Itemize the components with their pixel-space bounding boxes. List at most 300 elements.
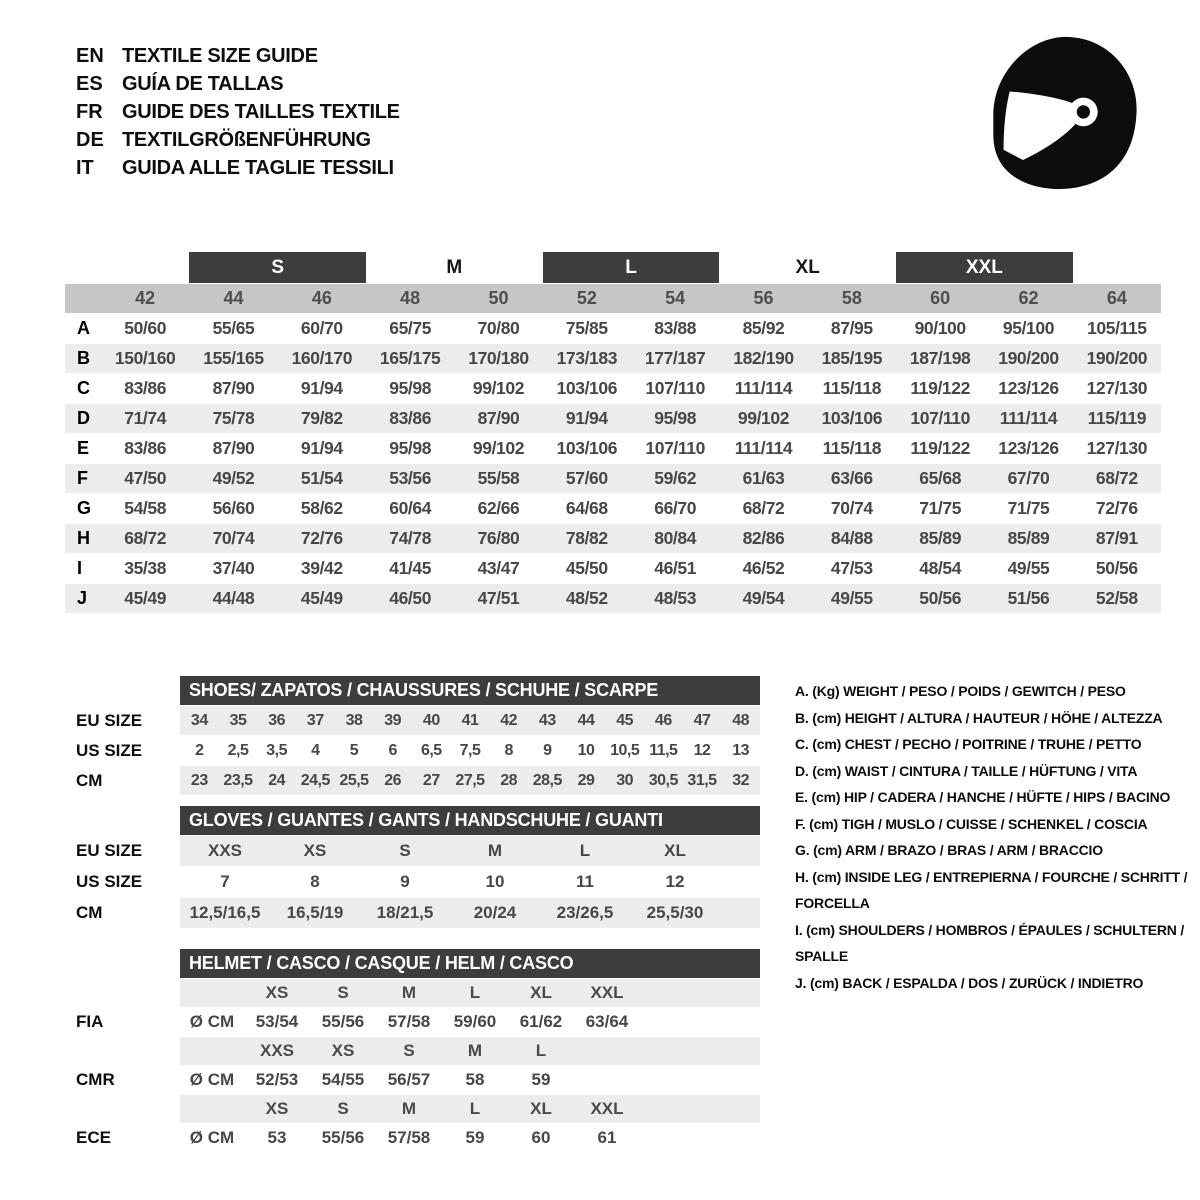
size-band-row <box>65 252 1161 283</box>
legend-item: I. (cm) SHOULDERS / HOMBROS / ÉPAULES / SCHULTERN / SPALLE <box>795 921 1185 964</box>
main-size-table <box>65 252 1161 613</box>
gloves-us-cell: 11 <box>576 872 594 891</box>
helmet-value-cell: 55/56 <box>321 1128 365 1147</box>
measurement-cell: 44/48 <box>212 588 255 608</box>
shoes-table-title: SHOES/ ZAPATOS / CHAUSSURES / SCHUHE / SCARPE <box>180 676 760 705</box>
helmet-value-cell: 54/55 <box>321 1070 365 1089</box>
measurement-cell: 111/114 <box>734 438 793 458</box>
gloves-us-cell: 10 <box>485 872 505 891</box>
shoes-cm-cell: 28 <box>500 771 518 789</box>
measurement-cell: 75/85 <box>565 318 608 338</box>
gloves-cm-cell: 25,5/30 <box>646 903 704 922</box>
helmet-size-cell: XS <box>265 1099 289 1118</box>
measurement-row-letter: F <box>77 468 88 488</box>
measurement-cell: 45/49 <box>300 588 343 608</box>
gloves-eu-cell: M <box>487 841 503 860</box>
measurement-cell: 76/80 <box>477 528 520 548</box>
measurement-row-letter: I <box>77 558 83 578</box>
helmet-value-cell: 53/54 <box>255 1012 299 1031</box>
shoes-cm-row <box>76 766 760 795</box>
legend-item: G. (cm) ARM / BRAZO / BRAS / ARM / BRACCIO <box>795 842 1103 858</box>
helmet-size-cell: S <box>337 983 349 1002</box>
measurement-cell: 46/50 <box>389 588 432 608</box>
measurement-cell: 103/106 <box>556 378 618 398</box>
shoes-eu-cell: 44 <box>577 711 595 729</box>
measurement-cell: 160/170 <box>291 348 353 368</box>
diameter-cm-cell: Ø CM <box>189 1070 235 1089</box>
numeric-size-cell: 46 <box>311 288 332 308</box>
measurement-cell: 83/86 <box>389 408 432 428</box>
measurement-cell: 103/106 <box>556 438 618 458</box>
measurement-cell: 190/200 <box>1086 348 1148 368</box>
measurement-row-letter: J <box>77 588 88 608</box>
measurement-cell: 65/68 <box>919 468 962 488</box>
numeric-size-cell: 56 <box>753 288 774 308</box>
helmet-value-cell: 57/58 <box>387 1128 431 1147</box>
size-band-s: S <box>189 252 366 283</box>
helmet-size-cell: L <box>469 1099 481 1118</box>
measurement-cell: 70/74 <box>830 498 873 518</box>
measurement-cell: 119/122 <box>910 378 970 398</box>
measurement-cell: 71/74 <box>124 408 167 428</box>
legend-item: H. (cm) INSIDE LEG / ENTREPIERNA / FOURCHE / SCHRITT / FORCELLA <box>795 868 1188 911</box>
shoes-us-label: US SIZE <box>76 740 143 760</box>
measurement-cell: 47/53 <box>830 558 873 578</box>
helmet-value-cell: 52/53 <box>255 1070 299 1089</box>
measurement-cell: 107/110 <box>645 438 705 458</box>
legend-item: D. (cm) WAIST / CINTURA / TAILLE / HÜFTUNG / VITA <box>795 762 1138 779</box>
measurement-cell: 35/38 <box>124 558 167 578</box>
measurement-cell: 85/89 <box>1007 528 1050 548</box>
gloves-cm-cell: 12,5/16,5 <box>189 903 261 922</box>
measurement-cell: 99/102 <box>472 438 525 458</box>
legend-item: F. (cm) TIGH / MUSLO / CUISSE / SCHENKEL / COSCIA <box>795 815 1148 832</box>
language-code: ES <box>76 72 103 95</box>
language-title: GUIDE DES TAILLES TEXTILE <box>122 100 400 123</box>
measurement-cell: 46/51 <box>654 558 697 578</box>
measurement-cell: 111/114 <box>734 378 793 398</box>
numeric-size-header-row <box>65 284 1161 313</box>
helmet-value-cell: 53 <box>267 1128 287 1147</box>
measurement-cell: 78/82 <box>565 528 608 548</box>
measurement-cell: 75/78 <box>212 408 255 428</box>
standard-label-fia: FIA <box>76 1012 104 1031</box>
measurement-cell: 187/198 <box>909 348 971 368</box>
shoes-us-cell: 6 <box>388 741 397 759</box>
shoes-cm-cell: 24,5 <box>300 771 330 789</box>
shoes-eu-band <box>180 706 760 735</box>
measurement-cell: 50/56 <box>919 588 962 608</box>
gloves-us-cell: 9 <box>400 872 410 891</box>
size-band-xl: XL <box>795 256 820 278</box>
measurement-cell: 51/54 <box>300 468 343 488</box>
shoes-us-row <box>76 736 760 765</box>
measurement-cell: 53/56 <box>389 468 432 488</box>
gloves-eu-row <box>76 836 760 866</box>
standard-label-empty <box>76 1037 180 1065</box>
shoes-eu-cell: 46 <box>654 711 672 729</box>
measurement-cell: 123/126 <box>998 438 1059 458</box>
shoes-eu-cell: 40 <box>422 711 440 729</box>
measurement-row <box>65 494 1161 523</box>
language-title-row <box>76 42 400 70</box>
helmet-cmr-sizes-band <box>180 1037 760 1065</box>
measurement-row-letter: C <box>77 378 90 398</box>
helmet-value-cell: 63/64 <box>585 1012 629 1031</box>
language-title: GUIDA ALLE TAGLIE TESSILI <box>122 156 394 179</box>
shoes-eu-cell: 41 <box>461 711 479 729</box>
measurement-cell: 70/80 <box>477 318 520 338</box>
language-title-row <box>76 154 400 182</box>
measurement-cell: 71/75 <box>919 498 962 518</box>
size-band-m: M <box>446 256 463 278</box>
shoes-cm-cell: 24 <box>268 771 286 789</box>
shoes-eu-cell: 42 <box>500 711 518 729</box>
helmet-value-cell: 56/57 <box>387 1070 431 1089</box>
legend-item: J. (cm) BACK / ESPALDA / DOS / ZURÜCK / INDIETRO <box>795 974 1144 991</box>
language-title-list <box>76 42 400 182</box>
language-title-row <box>76 126 400 154</box>
racing-helmet-icon <box>980 28 1154 202</box>
language-code: IT <box>76 156 94 179</box>
measurement-row <box>65 554 1161 583</box>
gloves-table <box>76 806 760 928</box>
gloves-us-cell: 12 <box>665 872 685 891</box>
measurement-cell: 95/98 <box>389 378 432 398</box>
legend-item: C. (cm) CHEST / PECHO / POITRINE / TRUHE / PETTO <box>795 736 1142 752</box>
shoes-eu-cell: 38 <box>345 711 363 729</box>
helmet-value-cell: 58 <box>465 1070 485 1089</box>
shoes-cm-cell: 27,5 <box>455 771 485 789</box>
measurement-cell: 90/100 <box>914 318 966 338</box>
helmet-size-cell: S <box>403 1041 415 1060</box>
measurement-cell: 127/130 <box>1086 438 1148 458</box>
measurement-cell: 55/65 <box>212 318 255 338</box>
measurement-row <box>65 464 1161 493</box>
measurement-cell: 165/175 <box>379 348 441 368</box>
helmet-ece-values-row <box>76 1124 760 1152</box>
measurement-row <box>65 404 1161 433</box>
gloves-us-label: US SIZE <box>76 872 143 891</box>
numeric-size-cell: 42 <box>135 288 156 308</box>
helmet-value-cell: 60 <box>531 1128 551 1147</box>
measurement-cell: 150/160 <box>114 348 176 368</box>
helmet-value-cell: 59 <box>531 1070 551 1089</box>
shoes-us-cell: 2 <box>195 741 204 759</box>
language-title-row <box>76 70 400 98</box>
shoes-us-cell: 4 <box>311 741 320 759</box>
shoes-us-cell: 2,5 <box>227 741 249 759</box>
helmet-fia-sizes-row <box>76 979 760 1007</box>
measurement-cell: 115/118 <box>822 378 882 398</box>
helmet-size-cell: M <box>467 1041 483 1060</box>
measurement-cell: 85/92 <box>742 318 785 338</box>
measurement-cell: 103/106 <box>821 408 883 428</box>
measurement-cell: 85/89 <box>919 528 962 548</box>
gloves-cm-cell: 16,5/19 <box>286 903 344 922</box>
shoes-eu-label: EU SIZE <box>76 710 143 730</box>
size-band-xxl: XXL <box>896 252 1073 283</box>
helmet-size-cell: S <box>337 1099 349 1118</box>
numeric-size-cell: 48 <box>400 288 421 308</box>
measurement-cell: 173/183 <box>556 348 618 368</box>
diameter-cm-cell: Ø CM <box>189 1128 235 1147</box>
helmet-size-cell: L <box>469 983 481 1002</box>
measurement-cell: 47/51 <box>477 588 520 608</box>
measurement-cell: 95/98 <box>389 438 432 458</box>
measurement-cell: 99/102 <box>472 378 525 398</box>
gloves-us-cell: 7 <box>220 872 230 891</box>
shoes-cm-cell: 30 <box>616 771 634 789</box>
shoes-cm-cell: 26 <box>384 771 402 789</box>
helmet-ece-sizes-row <box>76 1095 760 1123</box>
measurement-row-letter: G <box>77 498 92 518</box>
measurement-cell: 107/110 <box>910 408 970 428</box>
measurement-cell: 43/47 <box>477 558 520 578</box>
measurement-cell: 83/86 <box>124 378 167 398</box>
legend-item: A. (Kg) WEIGHT / PESO / POIDS / GEWITCH / PESO <box>795 683 1126 699</box>
measurement-row-letter: A <box>77 318 90 338</box>
measurement-cell: 49/55 <box>830 588 873 608</box>
standard-label-ece: ECE <box>76 1128 111 1147</box>
shoes-cm-cell: 27 <box>422 771 440 789</box>
measurement-cell: 190/200 <box>998 348 1059 368</box>
helmet-value-cell: 59/60 <box>453 1012 497 1031</box>
language-title: GUÍA DE TALLAS <box>122 72 284 95</box>
numeric-size-cell: 54 <box>665 288 686 308</box>
shoes-us-cell: 10,5 <box>610 741 640 759</box>
measurement-cell: 155/165 <box>203 348 264 368</box>
measurement-cell: 70/74 <box>212 528 255 548</box>
measurement-cell: 67/70 <box>1007 468 1050 488</box>
measurement-cell: 64/68 <box>565 498 608 518</box>
legend-item: B. (cm) HEIGHT / ALTURA / HAUTEUR / HÖHE / ALTEZZA <box>795 709 1163 726</box>
measurement-cell: 87/91 <box>1095 528 1138 548</box>
language-title: TEXTILGRÖßENFÜHRUNG <box>122 128 371 151</box>
measurement-cell: 72/76 <box>300 528 343 548</box>
measurement-cell: 61/63 <box>742 468 785 488</box>
measurement-cell: 95/98 <box>654 408 697 428</box>
measurement-cell: 87/90 <box>477 408 520 428</box>
unit-cell-empty <box>180 1037 244 1065</box>
measurement-cell: 48/54 <box>919 558 962 578</box>
numeric-size-cell: 60 <box>930 288 951 308</box>
measurement-rows <box>65 314 1161 613</box>
shoes-table <box>76 676 760 795</box>
measurement-cell: 48/53 <box>654 588 697 608</box>
measurement-cell: 51/56 <box>1007 588 1050 608</box>
helmet-fia-values-row <box>76 1008 760 1036</box>
shoes-eu-cell: 47 <box>693 711 711 729</box>
helmet-size-cell: XXL <box>590 1099 624 1118</box>
shoes-us-cell: 11,5 <box>649 741 678 759</box>
numeric-size-cell: 64 <box>1106 288 1127 308</box>
measurement-cell: 52/58 <box>1095 588 1138 608</box>
shoes-eu-cell: 48 <box>732 711 750 729</box>
size-band-l: L <box>543 252 720 283</box>
measurement-row <box>65 344 1161 373</box>
shoes-cm-cell: 29 <box>577 771 595 789</box>
gloves-cm-cell: 18/21,5 <box>376 903 434 922</box>
measurement-row-letter: D <box>77 408 90 428</box>
shoes-eu-cell: 36 <box>268 711 286 729</box>
gloves-cm-cell: 20/24 <box>473 903 517 922</box>
numeric-size-cell: 50 <box>488 288 509 308</box>
language-code: DE <box>76 128 104 151</box>
language-code: FR <box>76 100 103 123</box>
shoes-eu-cell: 35 <box>229 711 247 729</box>
measurement-row <box>65 434 1161 463</box>
shoes-cm-cell: 28,5 <box>532 771 562 789</box>
measurement-cell: 91/94 <box>565 408 608 428</box>
helmet-size-cell: M <box>401 1099 417 1118</box>
shoes-cm-cell: 25,5 <box>339 771 369 789</box>
gloves-eu-label: EU SIZE <box>76 841 143 860</box>
unit-cell-empty <box>180 979 244 1007</box>
shoes-eu-cell: 34 <box>190 711 208 729</box>
language-code: EN <box>76 44 104 67</box>
measurement-cell: 71/75 <box>1007 498 1050 518</box>
measurement-cell: 127/130 <box>1086 378 1148 398</box>
measurement-cell: 72/76 <box>1095 498 1138 518</box>
helmet-fia-values-band <box>180 1008 760 1036</box>
measurement-cell: 91/94 <box>300 378 343 398</box>
shoes-us-cell: 7,5 <box>459 741 481 759</box>
measurement-cell: 83/86 <box>124 438 167 458</box>
measurement-cell: 46/52 <box>742 558 785 578</box>
measurement-cell: 82/86 <box>742 528 785 548</box>
shoes-us-cell: 13 <box>732 741 750 759</box>
shoes-us-cell: 5 <box>349 741 359 759</box>
measurement-cell: 80/84 <box>654 528 697 548</box>
helmet-size-cell: XL <box>530 1099 552 1118</box>
measurement-cell: 54/58 <box>124 498 167 518</box>
measurement-cell: 56/60 <box>212 498 255 518</box>
measurement-cell: 99/102 <box>737 408 790 428</box>
shoes-eu-cell: 39 <box>384 711 402 729</box>
measurement-cell: 55/58 <box>477 468 520 488</box>
gloves-eu-cell: L <box>579 841 591 860</box>
legend-item: E. (cm) HIP / CADERA / HANCHE / HÜFTE / HIPS / BACINO <box>795 789 1171 805</box>
helmet-size-cell: M <box>401 983 417 1002</box>
measurement-cell: 182/190 <box>733 348 794 368</box>
numeric-size-cell: 62 <box>1018 288 1039 308</box>
measurement-legend <box>795 678 1200 996</box>
measurement-row <box>65 374 1161 403</box>
gloves-us-band <box>180 867 760 897</box>
shoes-eu-cell: 45 <box>616 711 634 729</box>
shoes-us-cell: 12 <box>693 741 711 759</box>
shoes-us-cell: 9 <box>543 741 552 759</box>
measurement-cell: 63/66 <box>830 468 873 488</box>
measurement-cell: 58/62 <box>300 498 343 518</box>
shoes-eu-cell: 37 <box>306 711 324 729</box>
measurement-cell: 68/72 <box>1095 468 1138 488</box>
gloves-us-row <box>76 867 760 897</box>
gloves-table-title: GLOVES / GUANTES / GANTS / HANDSCHUHE / GUANTI <box>180 806 760 835</box>
shoes-cm-cell: 30,5 <box>648 771 678 789</box>
corner-cell <box>65 284 101 313</box>
measurement-cell: 111/114 <box>999 408 1058 428</box>
shoes-us-band <box>180 736 760 765</box>
standard-label-empty <box>76 1095 180 1123</box>
shoes-us-cell: 8 <box>504 741 513 759</box>
measurement-cell: 50/56 <box>1095 558 1138 578</box>
helmet-size-cell: XXS <box>259 1041 295 1060</box>
helmet-value-cell: 61/62 <box>519 1012 563 1031</box>
shoes-eu-cell: 43 <box>538 711 556 729</box>
measurement-cell: 45/49 <box>124 588 167 608</box>
measurement-cell: 37/40 <box>212 558 255 578</box>
measurement-cell: 87/90 <box>212 438 255 458</box>
gloves-eu-band <box>180 836 760 866</box>
language-title-row <box>76 98 400 126</box>
measurement-cell: 49/52 <box>212 468 255 488</box>
helmet-cmr-values-band <box>180 1066 760 1094</box>
measurement-cell: 68/72 <box>742 498 785 518</box>
measurement-cell: 41/45 <box>389 558 432 578</box>
measurement-cell: 177/187 <box>644 348 706 368</box>
helmet-ece-values-band <box>180 1124 760 1152</box>
helmet-size-cell: L <box>535 1041 547 1060</box>
gloves-cm-cell: 23/26,5 <box>556 903 614 922</box>
helmet-value-cell: 55/56 <box>321 1012 365 1031</box>
helmet-size-cell: XS <box>331 1041 355 1060</box>
measurement-row <box>65 524 1161 553</box>
measurement-cell: 119/122 <box>910 438 970 458</box>
numeric-size-cell: 58 <box>841 288 862 308</box>
accessory-tables <box>76 676 760 1152</box>
measurement-cell: 62/66 <box>477 498 520 518</box>
helmet-size-cell: XL <box>530 983 552 1002</box>
measurement-cell: 74/78 <box>389 528 432 548</box>
helmet-table <box>76 949 760 1152</box>
measurement-cell: 105/115 <box>1087 318 1147 338</box>
measurement-row-letter: H <box>77 528 90 548</box>
measurement-cell: 39/42 <box>300 558 343 578</box>
measurement-cell: 185/195 <box>821 348 883 368</box>
shoes-cm-cell: 23,5 <box>223 771 253 789</box>
measurement-cell: 107/110 <box>645 378 705 398</box>
measurement-cell: 49/55 <box>1007 558 1050 578</box>
measurement-cell: 66/70 <box>654 498 697 518</box>
shoes-cm-cell: 23 <box>190 771 208 789</box>
measurement-row-letter: B <box>77 348 90 368</box>
helmet-cmr-sizes-row <box>76 1037 760 1065</box>
gloves-eu-cell: XXS <box>207 841 243 860</box>
helmet-ece-sizes-band <box>180 1095 760 1123</box>
measurement-cell: 115/119 <box>1087 408 1147 428</box>
helmet-value-cell: 61 <box>597 1128 617 1147</box>
helmet-value-cell: 59 <box>465 1128 485 1147</box>
measurement-row <box>65 314 1161 343</box>
shoes-us-cell: 10 <box>577 741 595 759</box>
shoes-cm-cell: 31,5 <box>687 771 717 789</box>
shoes-us-cell: 3,5 <box>266 741 288 759</box>
helmet-cmr-values-row <box>76 1066 760 1094</box>
measurement-cell: 84/88 <box>830 528 873 548</box>
gloves-us-cell: 8 <box>310 872 320 891</box>
measurement-cell: 115/118 <box>822 438 882 458</box>
standard-label-cmr: CMR <box>76 1070 115 1089</box>
standard-label-empty <box>76 979 180 1007</box>
measurement-cell: 47/50 <box>124 468 167 488</box>
gloves-eu-cell: S <box>399 841 411 860</box>
helmet-size-cell: XXL <box>590 983 624 1002</box>
shoes-eu-row <box>76 706 760 735</box>
helmet-table-title: HELMET / CASCO / CASQUE / HELM / CASCO <box>180 949 760 978</box>
measurement-cell: 68/72 <box>124 528 167 548</box>
